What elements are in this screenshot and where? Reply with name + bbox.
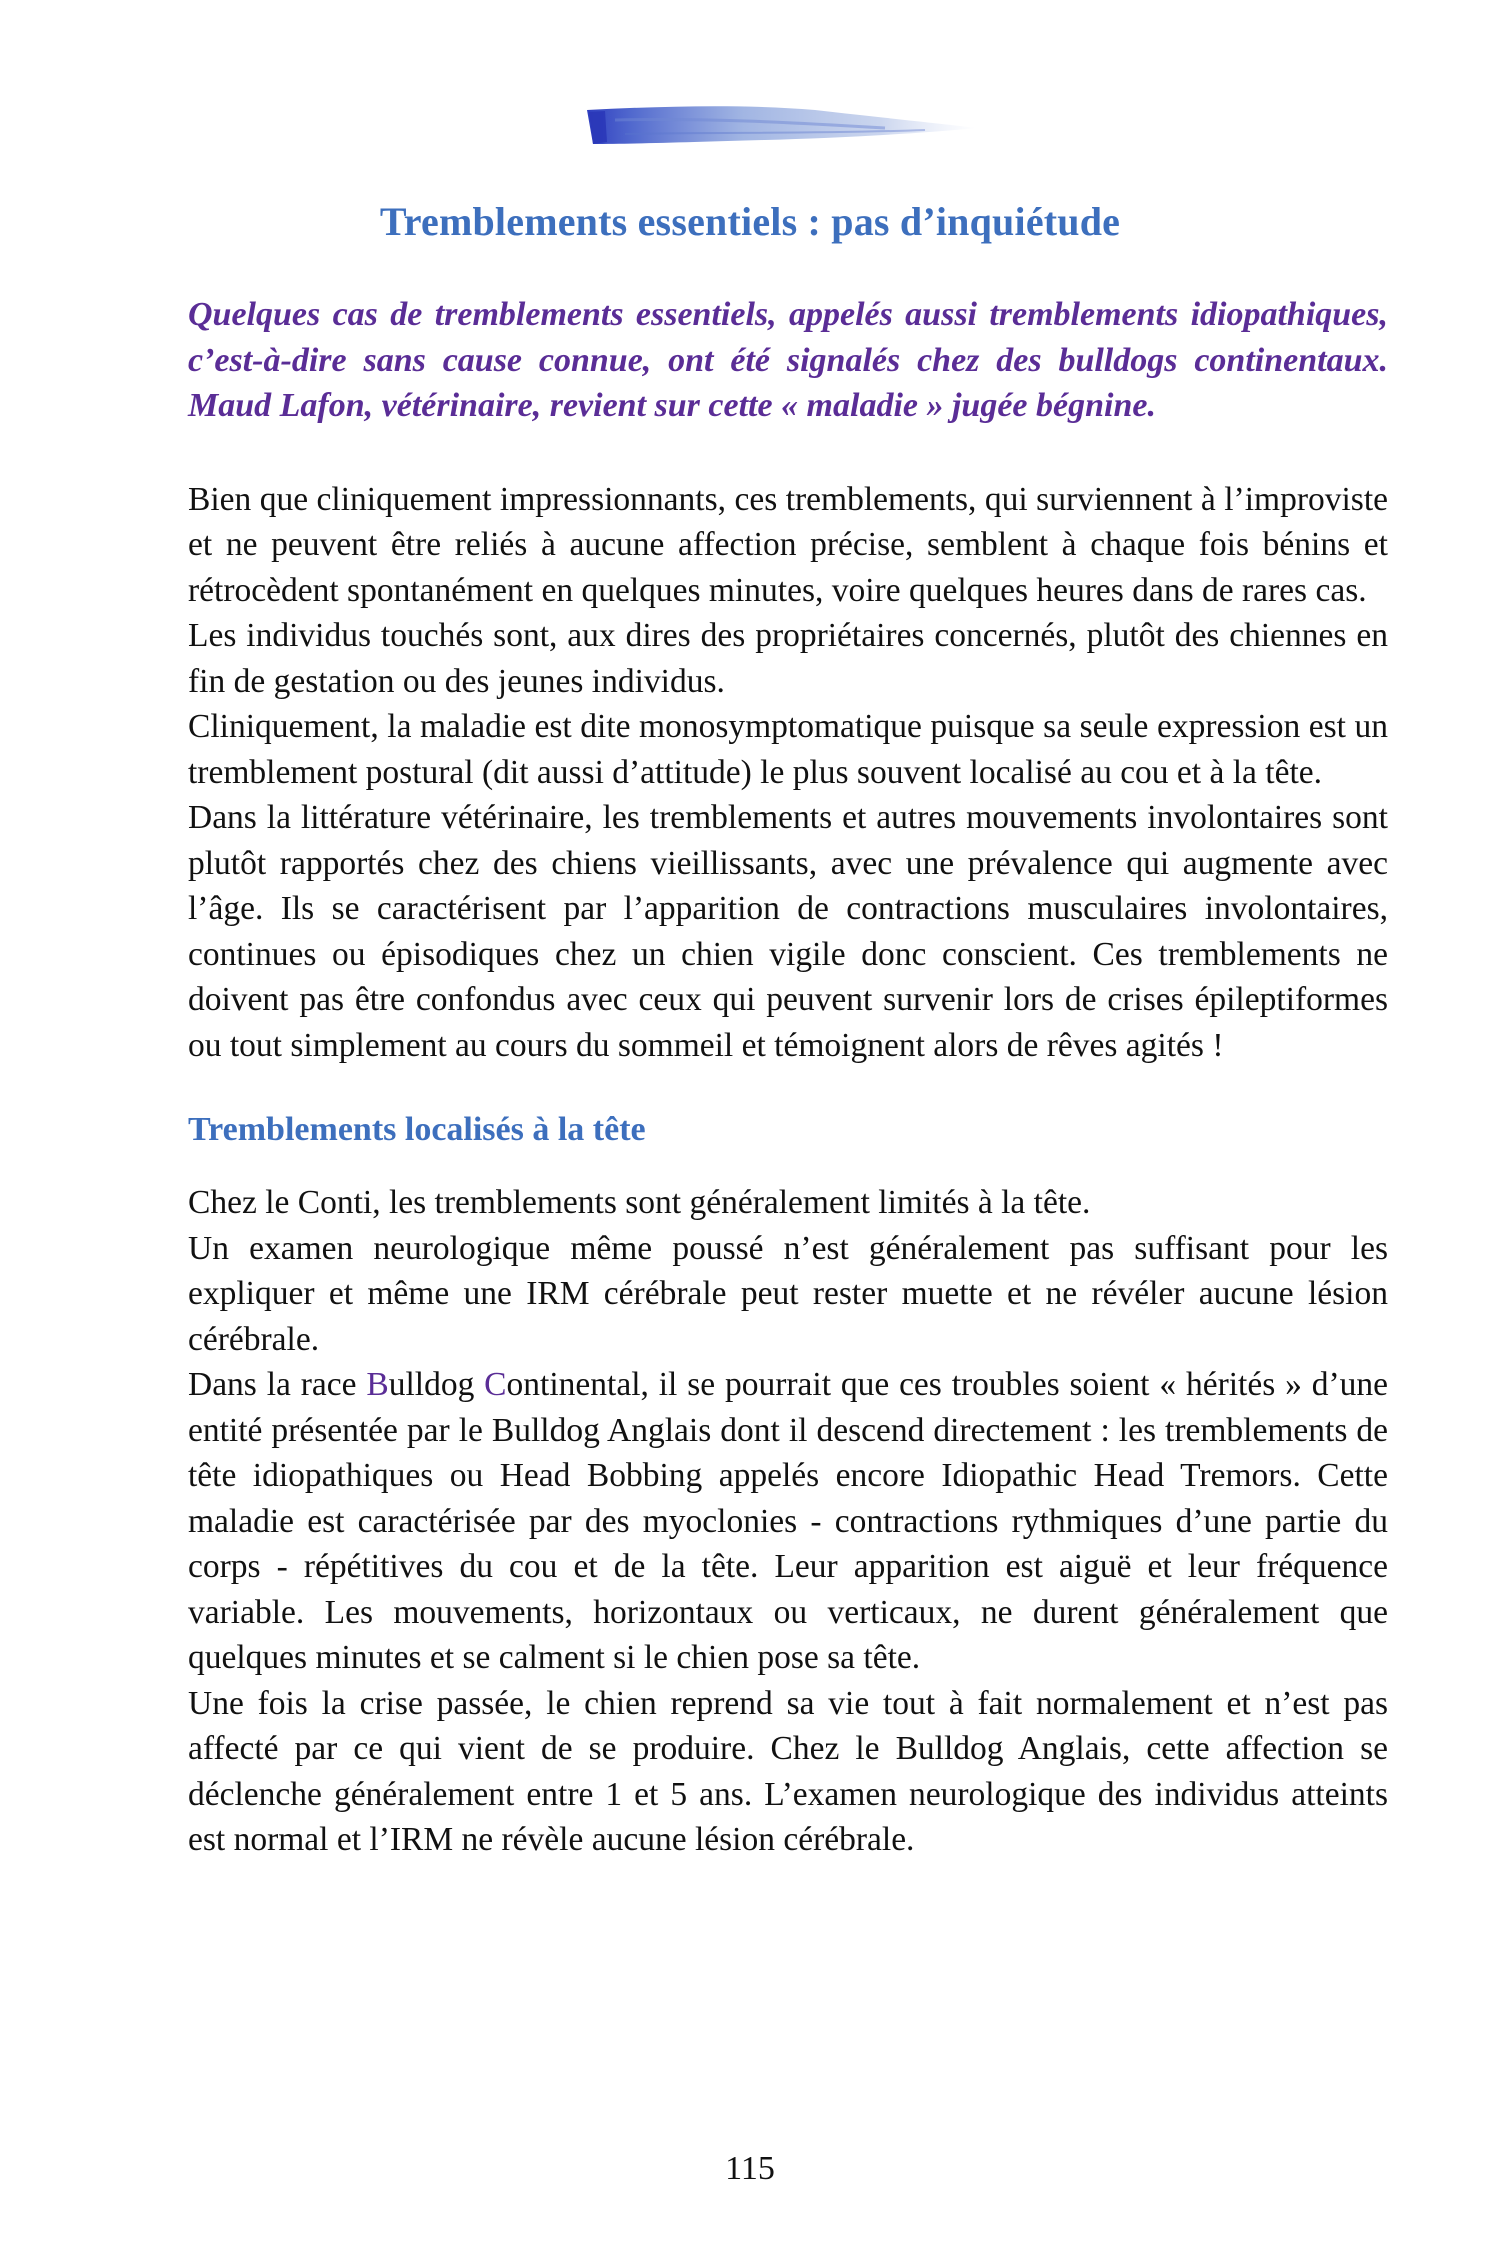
text-fragment: ontinental, il se pourrait que ces troubles soient « hérités » d’une entité présentée par le Bulldog Anglais dont il descend directement : les tremblements de tête idiopathiques ou Head Bobbing appelés encore Idiopathic Head Tremors. Cette maladie est caractérisée par des myoclonies - contractions rythmiques d’une partie du corps - répétitives du cou et de la tête. Leur apparition est aiguë et leur fréquence variable. Les mouvements, horizontaux ou verticaux, ne durent généralement que quelques minutes et se calment si le chien pose sa tête.	[188, 1366, 1388, 1676]
paragraph: Bien que cliniquement impressionnants, ces tremblements, qui surviennent à l’improviste et ne peuvent être reliés à aucune affection précise, semblent à chaque fois bénins et rétrocèdent spontanément en quelques minutes, voire quelques heures dans de rares cas.	[188, 480, 1388, 609]
lead-paragraph: Quelques cas de tremblements essentiels, appelés aussi tremblements idiopathiques, c’est-à-dire sans cause connue, ont été signalés chez des bulldogs continentaux. Maud Lafon, vétérinaire, revient sur cette « maladie » jugée bégnine.	[188, 296, 1388, 424]
paragraph: Cliniquement, la maladie est dite monosymptomatique puisque sa seule expression est un tremblement postural (dit aussi d’attitude) le plus souvent localisé au cou et à la tête.	[188, 708, 1388, 791]
paragraph: Une fois la crise passée, le chien reprend sa vie tout à fait normalement et n’est pas affecté par ce qui vient de se produire. Chez le Bulldog Anglais, cette affection se déclenche généralement entre 1 et 5 ans. L’examen neurologique des individus atteints est normal et l’IRM ne révèle aucune lésion cérébrale.	[188, 1684, 1388, 1858]
page-title: Tremblements essentiels : pas d’inquiétude	[379, 199, 1121, 244]
paragraph: Un examen neurologique même poussé n’est généralement pas suffisant pour les expliquer et même une IRM cérébrale peut rester muette et ne révéler aucune lésion cérébrale.	[188, 1229, 1388, 1358]
section-head-tremors	[188, 1180, 1388, 1863]
section-heading: Tremblements localisés à la tête	[188, 1111, 646, 1148]
article-body	[188, 292, 1388, 1863]
section-intro	[188, 477, 1388, 1069]
accent-initial-c: C	[484, 1366, 507, 1403]
paragraph: Dans la littérature vétérinaire, les tremblements et autres mouvements involontaires sont plutôt rapportés chez des chiens vieillissants, avec une prévalence qui augmente avec l’âge. Ils se caractérisent par l’apparition de contractions musculaires involontaires, continues ou épisodiques chez un chien vigile donc conscient. Ces tremblements ne doivent pas être confondus avec ceux qui peuvent survenir lors de crises épileptiformes ou tout simplement au cours du sommeil et témoignent alors de rêves agités !	[188, 799, 1388, 1064]
paragraph: Chez le Conti, les tremblements sont généralement limités à la tête.	[188, 1184, 1091, 1221]
text-fragment: ulldog	[388, 1366, 485, 1403]
brush-stroke-decoration	[585, 100, 985, 155]
accent-initial-b: B	[366, 1366, 389, 1403]
paragraph-breed	[188, 1362, 1388, 1681]
page-number: 115	[725, 2150, 775, 2187]
paragraph: Les individus touchés sont, aux dires des propriétaires concernés, plutôt des chiennes en fin de gestation ou des jeunes individus.	[188, 617, 1388, 700]
text-fragment: Dans la race	[188, 1366, 367, 1403]
